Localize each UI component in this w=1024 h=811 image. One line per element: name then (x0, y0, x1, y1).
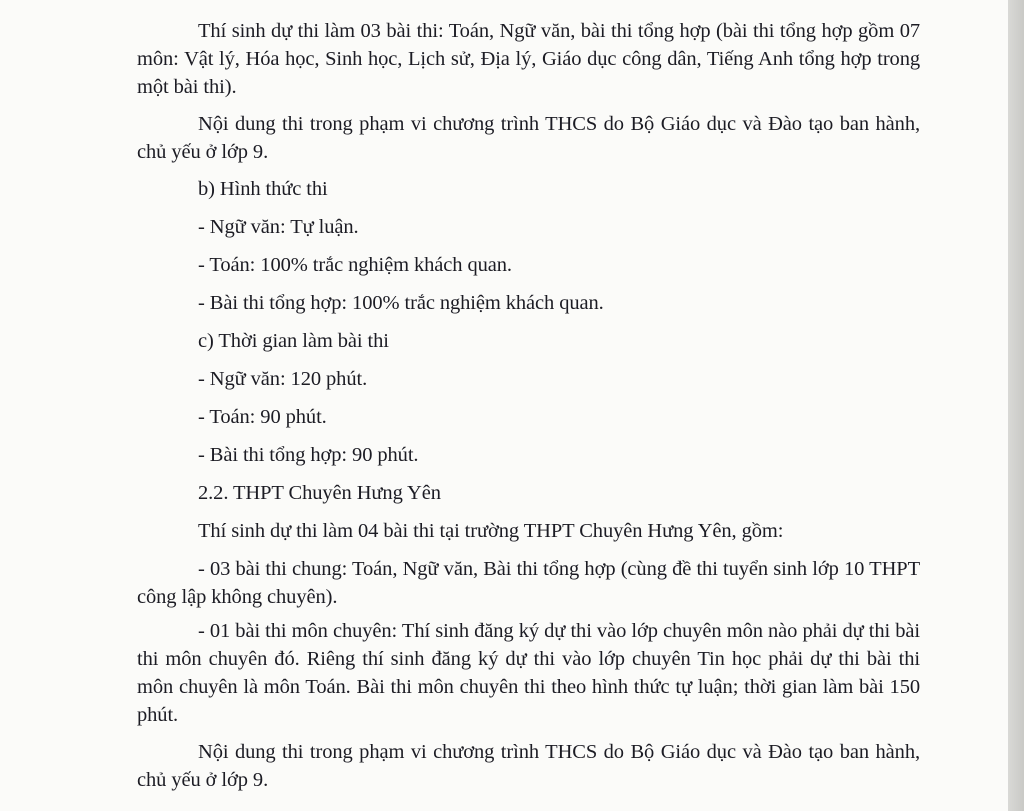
paragraph-exam-subjects: Thí sinh dự thi làm 03 bài thi: Toán, Ngữ văn, bài thi tổng hợp (bài thi tổng hợp gồm 07 môn: Vật lý, Hóa học, Sinh học, Lịch sử, Địa lý, Giáo dục công dân, Tiếng Anh tổng hợp trong một bài thi). (137, 20, 920, 98)
list-item-literature-format: - Ngữ văn: Tự luận. (198, 216, 359, 238)
page-edge-shadow (1008, 0, 1024, 811)
paragraph-exam-content: Nội dung thi trong phạm vi chương trình THCS do Bộ Giáo dục và Đào tạo ban hành, chủ yếu ở lớp 9. (137, 113, 920, 163)
heading-exam-duration: c) Thời gian làm bài thi (198, 330, 389, 352)
heading-exam-format: b) Hình thức thi (198, 178, 328, 200)
document-body (137, 17, 920, 803)
list-item-combined-duration: - Bài thi tổng hợp: 90 phút. (198, 444, 419, 466)
paragraph-common-exams: - 03 bài thi chung: Toán, Ngữ văn, Bài thi tổng hợp (cùng đề thi tuyển sinh lớp 10 THPT công lập không chuyên). (137, 558, 920, 608)
section-heading-chuyen-hung-yen: 2.2. THPT Chuyên Hưng Yên (198, 482, 441, 504)
paragraph-specialized-exam: - 01 bài thi môn chuyên: Thí sinh đăng ký dự thi vào lớp chuyên môn nào phải dự thi bài thi môn chuyên đó. Riêng thí sinh đăng ký dự thi vào lớp chuyên Tin học phải dự thi bài thi môn chuyên là môn Toán. Bài thi môn chuyên thi theo hình thức tự luận; thời gian làm bài 150 phút. (137, 620, 920, 726)
list-item-math-duration: - Toán: 90 phút. (198, 406, 327, 428)
list-item-literature-duration: - Ngữ văn: 120 phút. (198, 368, 368, 390)
list-item-math-format: - Toán: 100% trắc nghiệm khách quan. (198, 254, 512, 276)
paragraph-chuyen-intro: Thí sinh dự thi làm 04 bài thi tại trường THPT Chuyên Hưng Yên, gồm: (198, 520, 784, 542)
list-item-combined-format: - Bài thi tổng hợp: 100% trắc nghiệm khách quan. (198, 292, 604, 314)
paragraph-chuyen-content: Nội dung thi trong phạm vi chương trình THCS do Bộ Giáo dục và Đào tạo ban hành, chủ yếu ở lớp 9. (137, 741, 920, 791)
